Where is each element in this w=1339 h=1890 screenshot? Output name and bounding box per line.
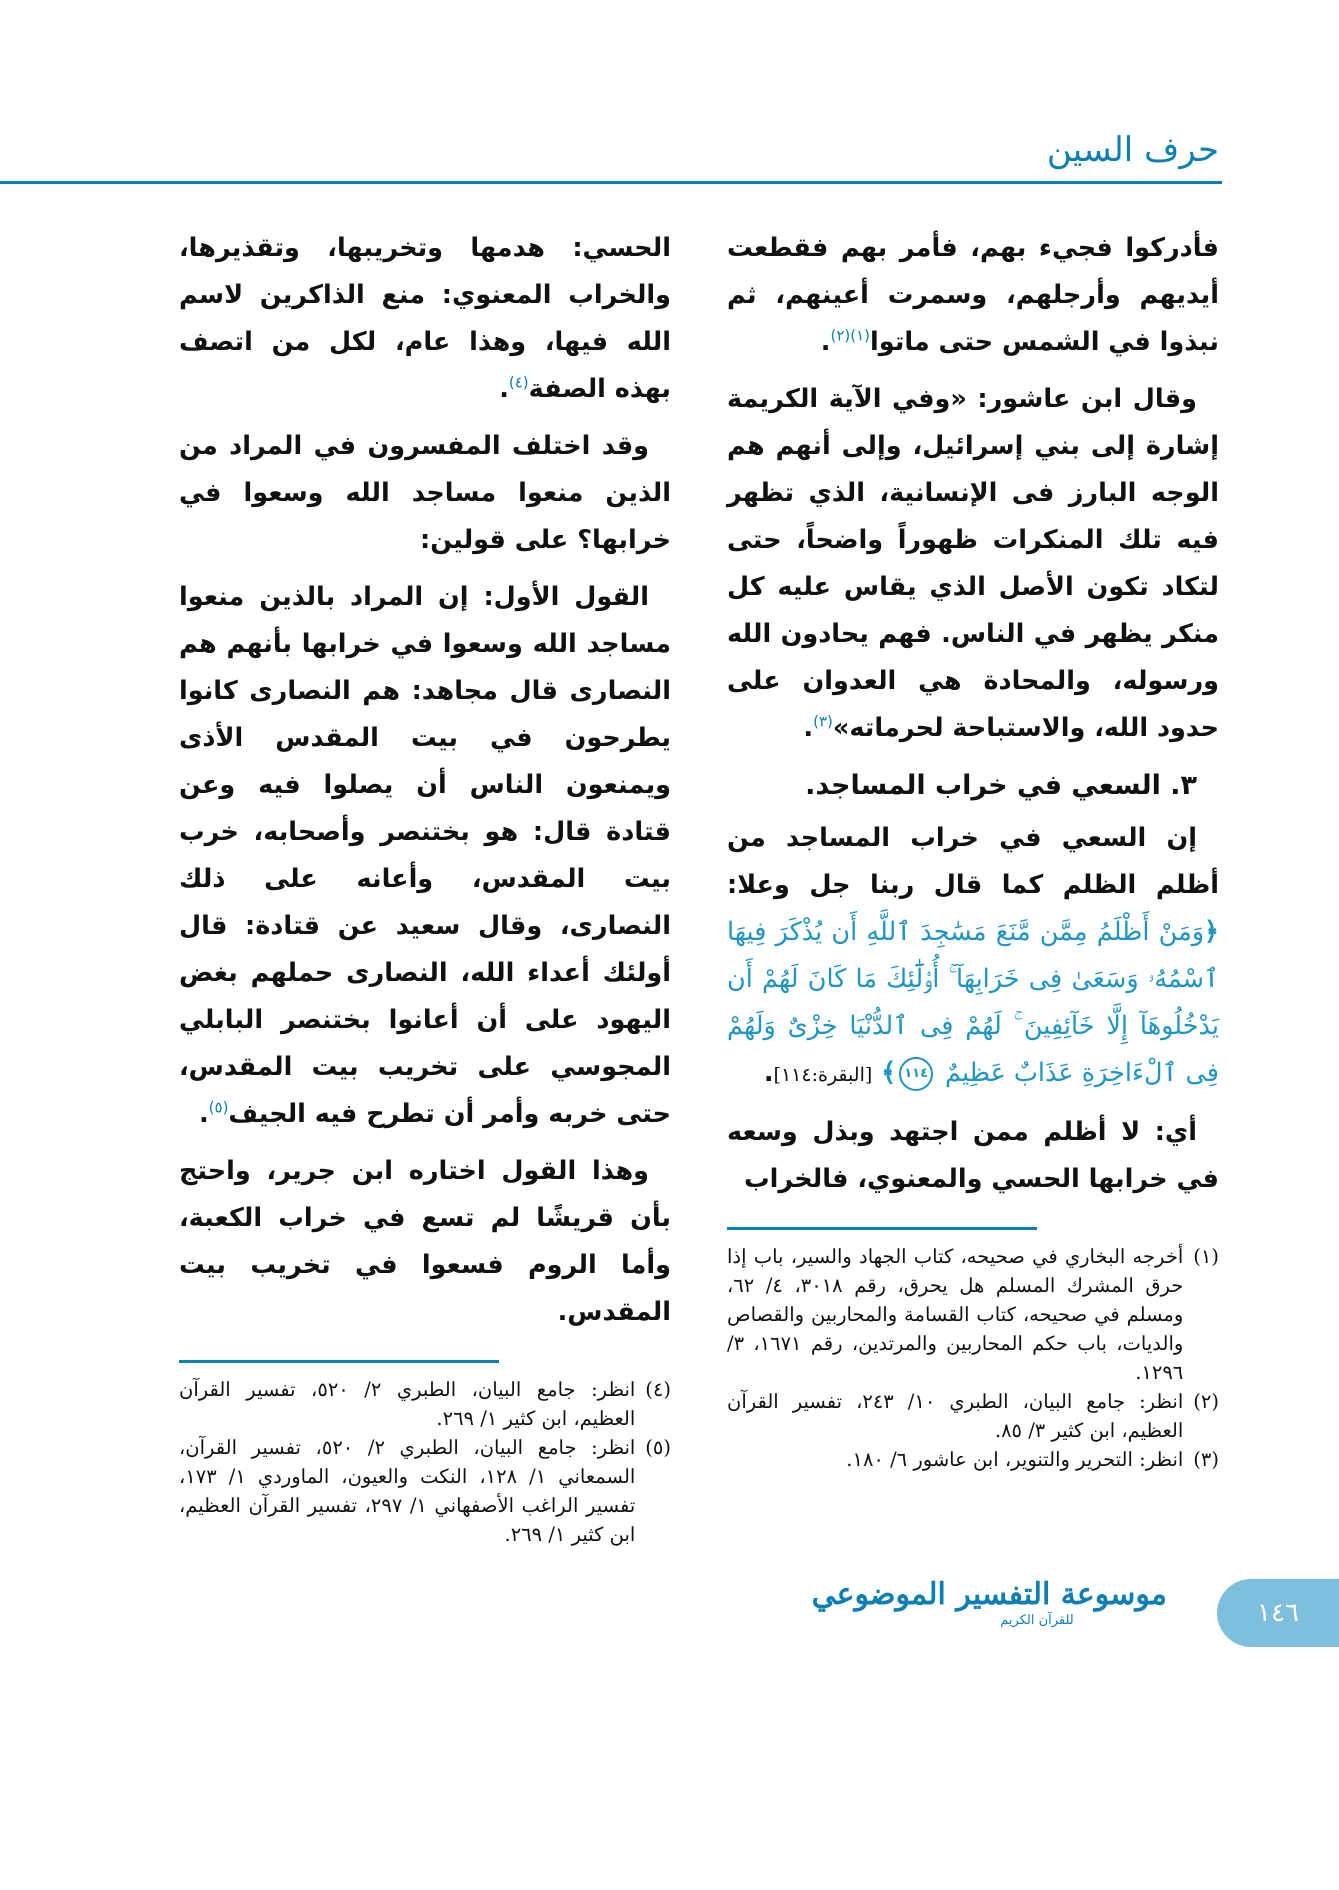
footnote-text: أخرجه البخاري في صحيحه، كتاب الجهاد والسير، باب إذا حرق المشرك المسلم هل يحرق، رقم ٣٠١٨، ٤/ ٦٢، ومسلم في صحيحه، كتاب القسامة والمحاربين والقصاص والديات، باب حكم المحاربين والمرتدين، رقم ١٦٧١، ٣/ ١٢٩٦.	[727, 1245, 1184, 1384]
verse-open-bracket: ﴿	[1204, 917, 1219, 947]
footnote-item	[727, 1445, 1219, 1474]
footnote-item	[179, 1433, 671, 1549]
verse-close-bracket: ﴾	[881, 1058, 897, 1088]
left-column	[179, 225, 671, 1549]
paragraph-text: إن المراد بالذين منعوا مساجد الله وسعوا في خرابها بأنهم هم النصارى قال مجاهد: هم النصارى كانوا يطرحون في بيت المقدس الأذى ويمنعون الناس أن يصلوا فيه وعن قتادة قال: هو بختنصر وأصحابه، خرب بيت المقدس، وأعانه على ذلك النصارى، وقال سعيد عن قتادة: قال أولئك أعداء الله، النصارى حملهم بغض اليهود على أن أعانوا بختنصر البابلي المجوسي على تخريب بيت المقدس، حتى خربه وأمر أن تطرح فيه الجيف	[179, 582, 671, 1129]
paragraph-1: الحسي: هدمها وتخريبها، وتقذيرها، والخراب المعنوي: منع الذاكرين لاسم الله فيها، وهذا عام، لكل من اتصف بهذه الصفة$^{(٤)}$.	[179, 233, 671, 404]
paragraph-verse: إن السعي في خراب المساجد من أظلم الظلم كما قال ربنا جل وعلا: ﴿وَمَنْ أَظْلَمُ مِمَّن مَّنَعَ مَسَٰجِدَ ٱللَّهِ أَن يُذْكَرَ فِيهَا ٱسْمُهُۥ وَسَعَىٰ فِى خَرَابِهَآ ۚ أُو۟لَٰٓئِكَ مَا كَانَ لَهُمْ أَن يَدْخُلُوهَآ إِلَّا خَآئِفِينَ ۚ لَهُمْ فِى ٱلدُّنْيَا خِزْىٌ وَلَهُمْ فِى ٱلْءَاخِرَةِ عَذَابٌ عَظِيمٌ ١١٤﴾ [البقرة:١١٤].	[727, 815, 1219, 1099]
footnote-number: (٣)	[1193, 1448, 1219, 1471]
footnote-ref[interactable]: (٣)	[813, 712, 833, 731]
footnote-number: (٥)	[645, 1436, 671, 1459]
paragraph-text: إن السعي في خراب المساجد من أظلم الظلم كما قال ربنا جل وعلا:	[727, 823, 1219, 900]
footnote-text: انظر: جامع البيان، الطبري ١٠/ ٢٤٣، تفسير القرآن العظيم، ابن كثير ٣/ ٨٥.	[727, 1390, 1184, 1442]
paragraph-4: وهذا القول اختاره ابن جرير، واحتج بأن قريشًا لم تسع في خراب الكعبة، وأما الروم فسعوا في تخريب بيت المقدس.	[179, 1156, 671, 1327]
ayah-number-marker: ١١٤	[899, 1057, 933, 1091]
paragraph-text: الحسي: هدمها وتخريبها، وتقذيرها، والخراب المعنوي: منع الذاكرين لاسم الله فيها، وهذا عام، لكل من اتصف بهذه الصفة	[179, 233, 671, 404]
footnote-divider-left	[179, 1360, 499, 1363]
right-column	[727, 225, 1219, 1474]
running-header-title: حرف السين	[1046, 130, 1219, 170]
footnote-ref[interactable]: (١)(٢)	[830, 326, 871, 345]
footnote-ref[interactable]: (٤)	[508, 373, 529, 392]
footnote-divider-right	[727, 1227, 1037, 1230]
footnotes-left	[179, 1375, 671, 1549]
header-divider	[0, 181, 1222, 184]
footnote-number: (١)	[1193, 1245, 1219, 1268]
footnote-item	[727, 1387, 1219, 1445]
paragraph-text: وقال ابن عاشور: «وفي الآية الكريمة إشارة إلى بني إسرائيل، وإلى أنهم هم الوجه البارز فى الإنسانية، الذي تظهر فيه تلك المنكرات ظهوراً واضحاً، حتى لتكاد تكون الأصل الذي يقاس عليه كل منكر يظهر في الناس. فهم يحادون الله ورسوله، والمحادة هي العدوان على حدود الله، والاستباحة لحرماته»	[727, 384, 1219, 743]
paragraph-2: وقد اختلف المفسرون في المراد من الذين منعوا مساجد الله وسعوا في خرابها؟ على قولين:	[179, 431, 671, 555]
footnote-number: (٢)	[1193, 1390, 1219, 1413]
section-heading: ٣. السعي في خراب المساجد.	[805, 770, 1197, 801]
footnote-item	[179, 1375, 671, 1433]
footnote-item	[727, 1242, 1219, 1387]
footnotes-right	[727, 1242, 1219, 1474]
page-footer	[0, 1579, 1339, 1689]
paragraph-text: فأدركوا فجيء بهم، فأمر بهم فقطعت أيديهم وأرجلهم، وسمرت أعينهم، ثم نبذوا في الشمس حتى ماتوا	[727, 233, 1219, 357]
footnote-text: انظر: التحرير والتنوير، ابن عاشور ٦/ ١٨٠.	[846, 1448, 1184, 1471]
footnote-number: (٤)	[645, 1378, 671, 1401]
footnote-text: انظر: جامع البيان، الطبري ٢/ ٥٢٠، تفسير القرآن العظيم، ابن كثير ١/ ٢٦٩.	[179, 1378, 636, 1430]
page-number-badge: ١٤٦	[1217, 1579, 1339, 1647]
paragraph-explanation: أي: لا أظلم ممن اجتهد وبذل وسعه في خرابها الحسي والمعنوي، فالخراب	[727, 1117, 1219, 1194]
page-header	[0, 0, 1339, 190]
right-column-text	[727, 225, 1219, 1213]
footnote-ref[interactable]: (٥)	[208, 1098, 229, 1117]
quran-verse: وَمَنْ أَظْلَمُ مِمَّن مَّنَعَ مَسَٰجِدَ ٱللَّهِ أَن يُذْكَرَ فِيهَا ٱسْمُهُۥ وَسَعَىٰ فِى خَرَابِهَآ ۚ أُو۟لَٰٓئِكَ مَا كَانَ لَهُمْ أَن يَدْخُلُوهَآ إِلَّا خَآئِفِينَ ۚ لَهُمْ فِى ٱلدُّنْيَا خِزْىٌ وَلَهُمْ فِى ٱلْءَاخِرَةِ عَذَابٌ عَظِيمٌ	[727, 917, 1219, 1088]
footnote-text: انظر: جامع البيان، الطبري ٢/ ٥٢٠، تفسير القرآن، السمعاني ١/ ١٢٨، النكت والعيون، الماوردي ١/ ١٧٣، تفسير الراغب الأصفهاني ١/ ٢٩٧، تفسير القرآن العظيم، ابن كثير ١/ ٢٦٩.	[179, 1436, 636, 1546]
first-opinion-label: القول الأول:	[483, 582, 649, 612]
encyclopedia-logo	[811, 1577, 1167, 1629]
paragraph-first-opinion: القول الأول: إن المراد بالذين منعوا مساجد الله وسعوا في خرابها بأنهم هم النصارى قال مجاهد: هم النصارى كانوا يطرحون في بيت المقدس الأذى ويمنعون الناس أن يصلوا فيه وعن قتادة قال: هو بختنصر وأصحابه، خرب بيت المقدس، وأعانه على ذلك النصارى، وقال سعيد عن قتادة: قال أولئك أعداء الله، النصارى حملهم بغض اليهود على أن أعانوا بختنصر البابلي المجوسي على تخريب بيت المقدس، حتى خربه وأمر أن تطرح فيه الجيف$^{(٥)}$.	[179, 582, 671, 1129]
paragraph-1: فأدركوا فجيء بهم، فأمر بهم فقطعت أيديهم وأرجلهم، وسمرت أعينهم، ثم نبذوا في الشمس حتى ماتوا$^{(١)(٢)}$.	[727, 233, 1219, 357]
left-column-text	[179, 225, 671, 1346]
paragraph-ibn-ashur-quote: وقال ابن عاشور: «وفي الآية الكريمة إشارة إلى بني إسرائيل، وإلى أنهم هم الوجه البارز فى الإنسانية، الذي تظهر فيه تلك المنكرات ظهوراً واضحاً، حتى لتكاد تكون الأصل الذي يقاس عليه كل منكر يظهر في الناس. فهم يحادون الله ورسوله، والمحادة هي العدوان على حدود الله، والاستباحة لحرماته»$^{(٣)}$.	[727, 384, 1219, 743]
verse-reference: [البقرة:١١٤]	[773, 1064, 873, 1086]
two-column-body	[0, 190, 1339, 1549]
logo-title: موسوعة التفسير الموضوعي	[811, 1577, 1167, 1612]
logo-subtitle: للقرآن الكريم	[1000, 1613, 1074, 1628]
